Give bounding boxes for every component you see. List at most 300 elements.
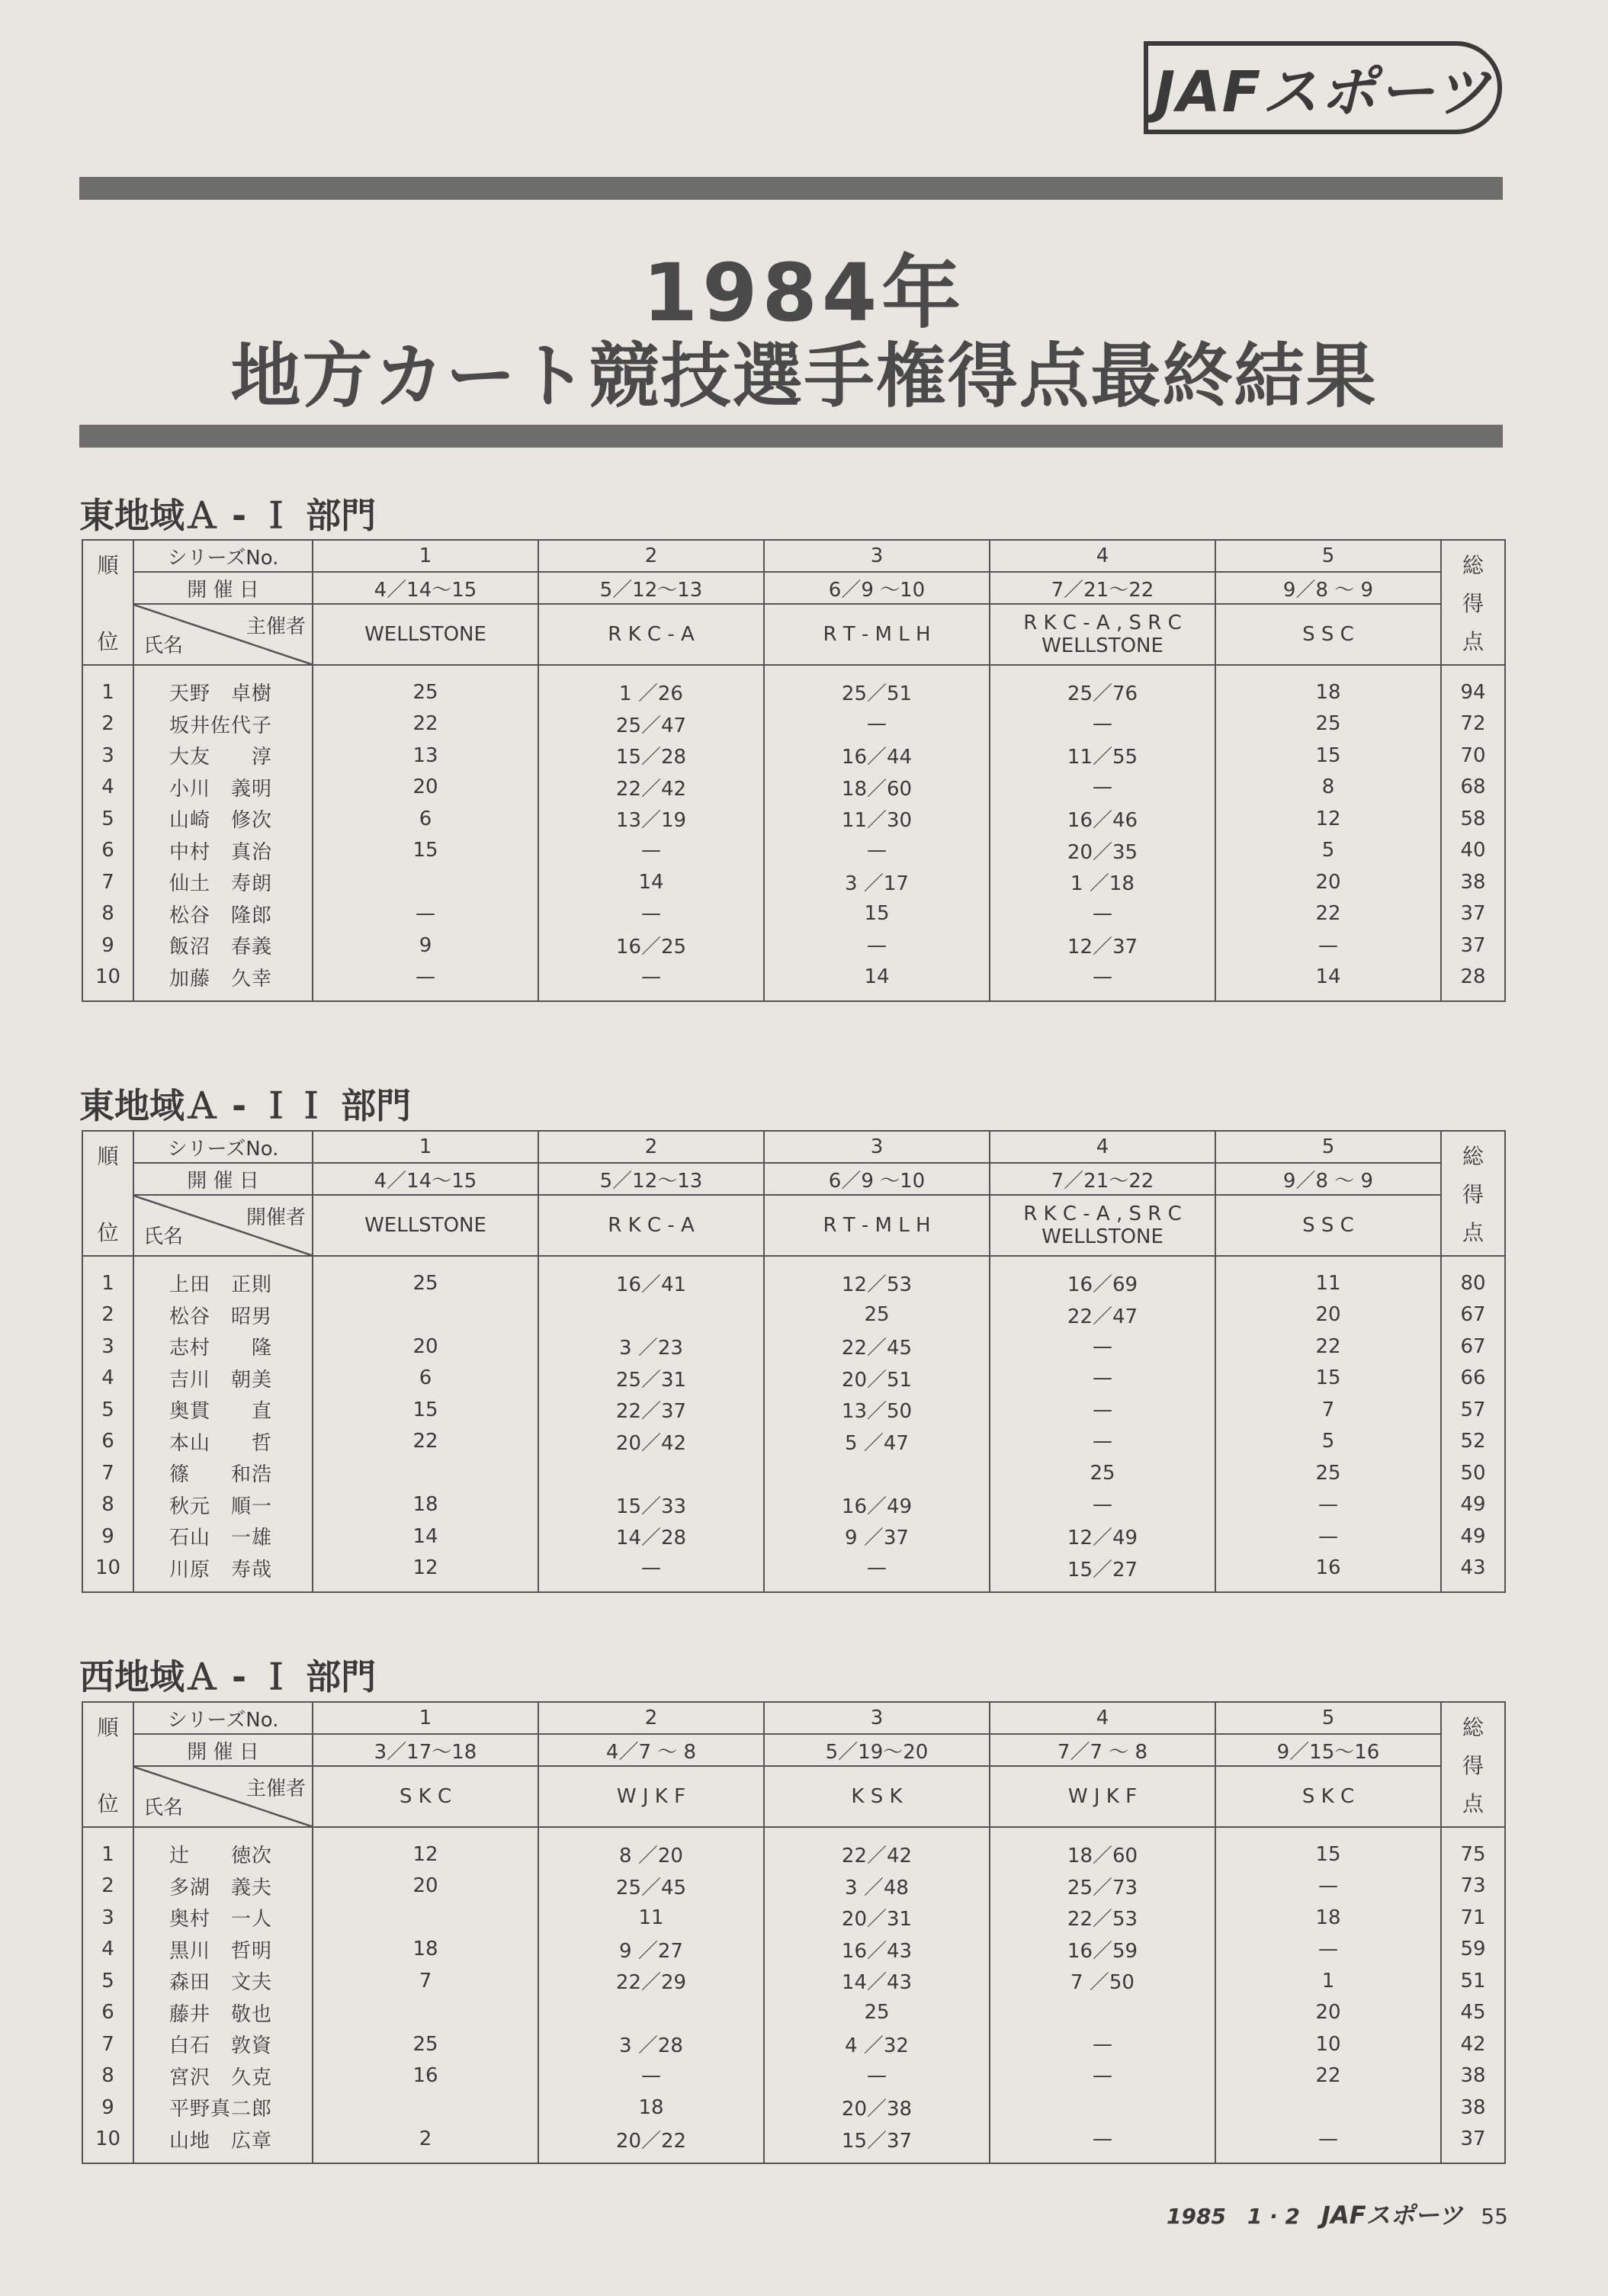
round-score: 22 bbox=[1215, 1331, 1441, 1363]
round-score: 20 bbox=[313, 772, 538, 804]
round-score: 11／30 bbox=[764, 803, 990, 835]
name-label: 氏名 bbox=[143, 1225, 184, 1248]
round-score: 22／45 bbox=[764, 1331, 990, 1363]
round-score: — bbox=[764, 930, 990, 962]
driver-name: 奥村 一人 bbox=[133, 1902, 313, 1934]
driver-name: 吉川 朝美 bbox=[133, 1363, 313, 1395]
rank-cell: 1 bbox=[82, 1827, 133, 1871]
table-row bbox=[82, 1426, 1505, 1458]
round-score: — bbox=[990, 1331, 1215, 1363]
round-score: — bbox=[1215, 930, 1441, 962]
round-date: 5／12～13 bbox=[538, 1163, 764, 1195]
round-score: — bbox=[990, 1489, 1215, 1521]
rank-cell: 3 bbox=[82, 1331, 133, 1363]
driver-name: 平野真二郎 bbox=[133, 2092, 313, 2124]
jaf-sports-logo: JAFスポーツ bbox=[1144, 41, 1502, 134]
driver-name: 森田 文夫 bbox=[133, 1965, 313, 1997]
round-score: 15／27 bbox=[990, 1553, 1215, 1593]
section-title-east-a2: 東地域Ａ - ＩＩ 部門 bbox=[79, 1085, 412, 1126]
rank-cell: 5 bbox=[82, 1965, 133, 1997]
table-row bbox=[82, 898, 1505, 930]
round-score: 22 bbox=[313, 708, 538, 740]
round-date: 7／21～22 bbox=[990, 572, 1215, 604]
round-number: 5 bbox=[1215, 1131, 1441, 1163]
organizer-label: 開催者 bbox=[246, 1206, 306, 1229]
rank-cell: 4 bbox=[82, 772, 133, 804]
round-organizer bbox=[990, 1766, 1215, 1827]
page-title-year: 1984年 bbox=[642, 246, 966, 339]
round-organizer bbox=[538, 604, 764, 665]
round-score bbox=[313, 866, 538, 898]
round-score: 5 ／47 bbox=[764, 1426, 990, 1458]
round-score: 3 ／48 bbox=[764, 1871, 990, 1903]
round-score: 1 ／18 bbox=[990, 866, 1215, 898]
round-date: 4／7 ～ 8 bbox=[538, 1734, 764, 1766]
rank-cell: 7 bbox=[82, 1457, 133, 1489]
rank-header-bottom: 位 bbox=[97, 629, 119, 654]
round-score bbox=[538, 1457, 764, 1489]
total-points: 75 bbox=[1441, 1827, 1505, 1871]
table-row bbox=[82, 740, 1505, 772]
total-header-char: 総 bbox=[1462, 1715, 1484, 1740]
round-score: — bbox=[990, 2124, 1215, 2164]
organizer-label: 主催者 bbox=[246, 615, 306, 638]
rank-header bbox=[82, 540, 133, 665]
round-score: 1 bbox=[1215, 1965, 1441, 1997]
round-score bbox=[313, 1457, 538, 1489]
round-score: 5 bbox=[1215, 835, 1441, 867]
round-organizer-text: R K C - A bbox=[608, 1214, 695, 1237]
rank-cell: 10 bbox=[82, 2124, 133, 2164]
round-organizer bbox=[1215, 604, 1441, 665]
driver-name: 小川 義明 bbox=[133, 772, 313, 804]
total-header-char: 点 bbox=[1462, 1791, 1484, 1816]
round-score: 15 bbox=[764, 898, 990, 930]
round-score: 25／31 bbox=[538, 1363, 764, 1395]
table-row bbox=[82, 708, 1505, 740]
round-score: 20／22 bbox=[538, 2124, 764, 2164]
driver-name: 飯沼 春義 bbox=[133, 930, 313, 962]
round-score: 3 ／28 bbox=[538, 2028, 764, 2060]
name-label: 氏名 bbox=[143, 634, 184, 657]
round-number: 2 bbox=[538, 540, 764, 572]
table-row bbox=[82, 866, 1505, 898]
rank-cell: 9 bbox=[82, 1520, 133, 1553]
round-score: 12 bbox=[1215, 803, 1441, 835]
round-score bbox=[313, 1902, 538, 1934]
round-score: 16／69 bbox=[990, 1256, 1215, 1299]
round-score: 25 bbox=[990, 1457, 1215, 1489]
round-score: 20／38 bbox=[764, 2092, 990, 2124]
round-organizer-text: R K C - A bbox=[608, 623, 695, 646]
total-points: 49 bbox=[1441, 1520, 1505, 1553]
round-number: 4 bbox=[990, 1131, 1215, 1163]
round-score: 15 bbox=[1215, 740, 1441, 772]
total-points: 45 bbox=[1441, 1997, 1505, 2029]
round-score: — bbox=[1215, 1934, 1441, 1966]
name-label: 氏名 bbox=[143, 1797, 184, 1819]
driver-name: 中村 真治 bbox=[133, 835, 313, 867]
total-points: 37 bbox=[1441, 930, 1505, 962]
round-score: 25 bbox=[313, 2028, 538, 2060]
total-points: 49 bbox=[1441, 1489, 1505, 1521]
round-score: 1 ／26 bbox=[538, 665, 764, 708]
round-score: 13／50 bbox=[764, 1394, 990, 1426]
total-points: 37 bbox=[1441, 898, 1505, 930]
round-organizer bbox=[764, 1195, 990, 1256]
page-title: 地方カート競技選手権得点最終結果 bbox=[230, 336, 1378, 417]
section-title-east-a1: 東地域Ａ - Ｉ 部門 bbox=[79, 495, 377, 536]
driver-name: 松谷 昭男 bbox=[133, 1299, 313, 1331]
total-points: 50 bbox=[1441, 1457, 1505, 1489]
round-score: 15 bbox=[313, 1394, 538, 1426]
round-score: 20 bbox=[1215, 1997, 1441, 2029]
round-date: 9／8 ～ 9 bbox=[1215, 1163, 1441, 1195]
round-date: 6／9 ～10 bbox=[764, 1163, 990, 1195]
rank-cell: 8 bbox=[82, 1489, 133, 1521]
round-organizer bbox=[538, 1766, 764, 1827]
round-score: 25 bbox=[764, 1997, 990, 2029]
round-organizer bbox=[538, 1195, 764, 1256]
round-score: 9 ／37 bbox=[764, 1520, 990, 1553]
round-score: 25 bbox=[1215, 708, 1441, 740]
rank-header-top: 順 bbox=[97, 553, 119, 578]
table-row bbox=[82, 1256, 1505, 1299]
table-row bbox=[82, 803, 1505, 835]
round-score: 16 bbox=[313, 2060, 538, 2092]
round-score: 12／53 bbox=[764, 1256, 990, 1299]
round-score: — bbox=[990, 2028, 1215, 2060]
round-score: 25 bbox=[1215, 1457, 1441, 1489]
section-title-west-a1: 西地域Ａ - Ｉ 部門 bbox=[79, 1656, 377, 1697]
round-score: 20／35 bbox=[990, 835, 1215, 867]
round-score: 11／55 bbox=[990, 740, 1215, 772]
round-score: 14 bbox=[313, 1520, 538, 1553]
round-score: 14 bbox=[764, 962, 990, 1002]
series-label: シリーズNo. bbox=[133, 1702, 313, 1734]
total-points: 37 bbox=[1441, 2124, 1505, 2164]
round-score: 22／42 bbox=[538, 772, 764, 804]
round-score: 7 bbox=[1215, 1394, 1441, 1426]
total-points: 70 bbox=[1441, 740, 1505, 772]
round-organizer-text: S S C bbox=[1302, 1214, 1354, 1237]
organizer-label: 主催者 bbox=[246, 1777, 306, 1800]
round-score: 20 bbox=[1215, 866, 1441, 898]
round-score: 5 bbox=[1215, 1426, 1441, 1458]
driver-name: 川原 寿哉 bbox=[133, 1553, 313, 1593]
driver-name: 上田 正則 bbox=[133, 1256, 313, 1299]
round-score: 22 bbox=[1215, 2060, 1441, 2092]
round-date: 3／17～18 bbox=[313, 1734, 538, 1766]
round-organizer-text: K S K bbox=[851, 1785, 903, 1808]
total-header-char: 点 bbox=[1462, 1220, 1484, 1245]
round-score: — bbox=[990, 1363, 1215, 1395]
results-table-west-a1 bbox=[82, 1701, 1506, 2164]
table-row bbox=[82, 1394, 1505, 1426]
round-score: 14 bbox=[538, 866, 764, 898]
title-bottom-bar bbox=[79, 425, 1503, 448]
rank-header-bottom: 位 bbox=[97, 1791, 119, 1816]
driver-name: 白石 敦資 bbox=[133, 2028, 313, 2060]
round-organizer bbox=[764, 604, 990, 665]
round-organizer-text: R K C - A , S R C WELLSTONE bbox=[1023, 612, 1182, 657]
round-score: 6 bbox=[313, 803, 538, 835]
footer-magazine: JAFスポーツ bbox=[1321, 2201, 1463, 2230]
round-organizer bbox=[313, 1766, 538, 1827]
table-row bbox=[82, 1934, 1505, 1966]
round-organizer-text: S K C bbox=[399, 1785, 452, 1808]
table-row bbox=[82, 665, 1505, 708]
round-score: 14 bbox=[1215, 962, 1441, 1002]
round-score: 15 bbox=[313, 835, 538, 867]
round-score: — bbox=[538, 2060, 764, 2092]
driver-name: 篠 和浩 bbox=[133, 1457, 313, 1489]
round-organizer-text: WELLSTONE bbox=[364, 1214, 486, 1237]
driver-name: 仙土 寿朗 bbox=[133, 866, 313, 898]
round-organizer bbox=[1215, 1766, 1441, 1827]
rank-cell: 7 bbox=[82, 2028, 133, 2060]
driver-name: 多湖 義夫 bbox=[133, 1871, 313, 1903]
round-score: — bbox=[764, 708, 990, 740]
round-score: 13／19 bbox=[538, 803, 764, 835]
total-points: 68 bbox=[1441, 772, 1505, 804]
round-score: 8 ／20 bbox=[538, 1827, 764, 1871]
round-score: 11 bbox=[538, 1902, 764, 1934]
round-score bbox=[313, 1299, 538, 1331]
round-score: 16／44 bbox=[764, 740, 990, 772]
page-number: 55 bbox=[1481, 2204, 1508, 2229]
date-label: 開 催 日 bbox=[133, 1734, 313, 1766]
round-number: 2 bbox=[538, 1131, 764, 1163]
title-top-bar bbox=[79, 177, 1503, 200]
round-score: — bbox=[764, 2060, 990, 2092]
round-score: 14／28 bbox=[538, 1520, 764, 1553]
rank-cell: 5 bbox=[82, 1394, 133, 1426]
round-score bbox=[1215, 2092, 1441, 2124]
round-organizer-text: R T - M L H bbox=[823, 1214, 931, 1237]
name-organizer-header bbox=[133, 1195, 313, 1256]
total-points: 67 bbox=[1441, 1331, 1505, 1363]
round-score: 16 bbox=[1215, 1553, 1441, 1593]
table-row bbox=[82, 1520, 1505, 1553]
rank-cell: 6 bbox=[82, 1426, 133, 1458]
driver-name: 松谷 隆郎 bbox=[133, 898, 313, 930]
rank-header bbox=[82, 1702, 133, 1827]
rank-cell: 9 bbox=[82, 2092, 133, 2124]
rank-header-top: 順 bbox=[97, 1144, 119, 1169]
driver-name: 石山 一雄 bbox=[133, 1520, 313, 1553]
total-header-char: 得 bbox=[1462, 1753, 1484, 1778]
series-label: シリーズNo. bbox=[133, 1131, 313, 1163]
round-score bbox=[313, 2092, 538, 2124]
round-score: 25／47 bbox=[538, 708, 764, 740]
round-score: 25／76 bbox=[990, 665, 1215, 708]
rank-cell: 10 bbox=[82, 962, 133, 1002]
round-score bbox=[538, 1299, 764, 1331]
round-score: 20 bbox=[313, 1871, 538, 1903]
round-number: 3 bbox=[764, 1702, 990, 1734]
driver-name: 本山 哲 bbox=[133, 1426, 313, 1458]
round-score: 4 ／32 bbox=[764, 2028, 990, 2060]
round-score: — bbox=[990, 962, 1215, 1002]
round-score: 7 ／50 bbox=[990, 1965, 1215, 1997]
driver-name: 辻 徳次 bbox=[133, 1827, 313, 1871]
round-score bbox=[313, 1997, 538, 2029]
round-score: 16／25 bbox=[538, 930, 764, 962]
round-score: 15 bbox=[1215, 1363, 1441, 1395]
round-score: 20／31 bbox=[764, 1902, 990, 1934]
total-header bbox=[1441, 1702, 1505, 1827]
round-score: 20 bbox=[1215, 1299, 1441, 1331]
driver-name: 大友 淳 bbox=[133, 740, 313, 772]
round-score: 15／28 bbox=[538, 740, 764, 772]
round-score: 18／60 bbox=[990, 1827, 1215, 1871]
round-score: 20／51 bbox=[764, 1363, 990, 1395]
round-score: 18／60 bbox=[764, 772, 990, 804]
round-organizer-text: R T - M L H bbox=[823, 623, 931, 646]
round-score: 22／37 bbox=[538, 1394, 764, 1426]
table-row bbox=[82, 1902, 1505, 1934]
footer-date: 1985 1 · 2 bbox=[1167, 2204, 1301, 2229]
round-score: 20／42 bbox=[538, 1426, 764, 1458]
rank-cell: 6 bbox=[82, 1997, 133, 2029]
rank-cell: 4 bbox=[82, 1934, 133, 1966]
round-score: 22 bbox=[313, 1426, 538, 1458]
round-score: 16／46 bbox=[990, 803, 1215, 835]
total-points: 80 bbox=[1441, 1256, 1505, 1299]
round-score: 6 bbox=[313, 1363, 538, 1395]
round-score: 25 bbox=[313, 1256, 538, 1299]
total-points: 94 bbox=[1441, 665, 1505, 708]
round-organizer-text: W J K F bbox=[1067, 1785, 1138, 1808]
round-score: 25／51 bbox=[764, 665, 990, 708]
round-score: 22 bbox=[1215, 898, 1441, 930]
round-score: 11 bbox=[1215, 1256, 1441, 1299]
round-score: 9 ／27 bbox=[538, 1934, 764, 1966]
round-score bbox=[764, 1457, 990, 1489]
results-table-east-a2 bbox=[82, 1130, 1506, 1593]
driver-name: 加藤 久幸 bbox=[133, 962, 313, 1002]
round-score: 10 bbox=[1215, 2028, 1441, 2060]
total-header bbox=[1441, 540, 1505, 665]
round-organizer-text: S K C bbox=[1301, 1785, 1355, 1808]
round-score: 25／73 bbox=[990, 1871, 1215, 1903]
table-row bbox=[82, 835, 1505, 867]
driver-name: 志村 隆 bbox=[133, 1331, 313, 1363]
rank-cell: 1 bbox=[82, 665, 133, 708]
rank-cell: 10 bbox=[82, 1553, 133, 1593]
round-date: 6／9 ～10 bbox=[764, 572, 990, 604]
total-points: 59 bbox=[1441, 1934, 1505, 1966]
round-score: — bbox=[990, 898, 1215, 930]
round-score: — bbox=[990, 1426, 1215, 1458]
total-header-char: 得 bbox=[1462, 591, 1484, 616]
round-number: 1 bbox=[313, 1702, 538, 1734]
driver-name: 坂井佐代子 bbox=[133, 708, 313, 740]
total-points: 28 bbox=[1441, 962, 1505, 1002]
round-number: 2 bbox=[538, 1702, 764, 1734]
rank-cell: 3 bbox=[82, 740, 133, 772]
round-score bbox=[990, 1997, 1215, 2029]
table-row bbox=[82, 1363, 1505, 1395]
total-points: 67 bbox=[1441, 1299, 1505, 1331]
round-score: 12／37 bbox=[990, 930, 1215, 962]
round-date: 4／14～15 bbox=[313, 572, 538, 604]
total-header-char: 得 bbox=[1462, 1182, 1484, 1207]
round-organizer bbox=[313, 1195, 538, 1256]
round-score: 3 ／17 bbox=[764, 866, 990, 898]
total-header-char: 総 bbox=[1462, 1144, 1484, 1169]
total-points: 38 bbox=[1441, 2060, 1505, 2092]
rank-cell: 8 bbox=[82, 2060, 133, 2092]
round-score: 12／49 bbox=[990, 1520, 1215, 1553]
round-date: 5／19～20 bbox=[764, 1734, 990, 1766]
round-score: 2 bbox=[313, 2124, 538, 2164]
round-score: — bbox=[1215, 2124, 1441, 2164]
driver-name: 黒川 哲明 bbox=[133, 1934, 313, 1966]
round-organizer bbox=[990, 604, 1215, 665]
round-score bbox=[538, 1997, 764, 2029]
round-score: — bbox=[313, 962, 538, 1002]
table-row bbox=[82, 1299, 1505, 1331]
round-score: — bbox=[990, 1394, 1215, 1426]
round-date: 7／7 ～ 8 bbox=[990, 1734, 1215, 1766]
round-number: 3 bbox=[764, 1131, 990, 1163]
round-date: 9／15～16 bbox=[1215, 1734, 1441, 1766]
total-points: 57 bbox=[1441, 1394, 1505, 1426]
round-score: 13 bbox=[313, 740, 538, 772]
driver-name: 山地 広章 bbox=[133, 2124, 313, 2164]
round-score: 25／45 bbox=[538, 1871, 764, 1903]
round-score: 16／41 bbox=[538, 1256, 764, 1299]
round-organizer-text: R K C - A , S R C WELLSTONE bbox=[1023, 1203, 1182, 1248]
table-row bbox=[82, 1871, 1505, 1903]
round-score: — bbox=[990, 708, 1215, 740]
round-score: — bbox=[1215, 1871, 1441, 1903]
round-score: — bbox=[538, 962, 764, 1002]
table-row bbox=[82, 2028, 1505, 2060]
table-row bbox=[82, 1331, 1505, 1363]
rank-cell: 2 bbox=[82, 1299, 133, 1331]
driver-name: 秋元 順一 bbox=[133, 1489, 313, 1521]
total-header-char: 総 bbox=[1462, 553, 1484, 578]
round-score: 15 bbox=[1215, 1827, 1441, 1871]
table-row bbox=[82, 772, 1505, 804]
round-score: 18 bbox=[313, 1489, 538, 1521]
round-score: — bbox=[1215, 1489, 1441, 1521]
total-points: 43 bbox=[1441, 1553, 1505, 1593]
table-row bbox=[82, 962, 1505, 1002]
round-score bbox=[990, 2092, 1215, 2124]
total-points: 52 bbox=[1441, 1426, 1505, 1458]
round-score: 25 bbox=[764, 1299, 990, 1331]
round-score: 12 bbox=[313, 1827, 538, 1871]
table-row bbox=[82, 1457, 1505, 1489]
round-number: 4 bbox=[990, 540, 1215, 572]
round-number: 3 bbox=[764, 540, 990, 572]
round-score: 25 bbox=[313, 665, 538, 708]
rank-cell: 2 bbox=[82, 708, 133, 740]
rank-cell: 8 bbox=[82, 898, 133, 930]
round-score: 22／47 bbox=[990, 1299, 1215, 1331]
round-score: 22／42 bbox=[764, 1827, 990, 1871]
total-points: 38 bbox=[1441, 866, 1505, 898]
driver-name: 天野 卓樹 bbox=[133, 665, 313, 708]
round-score: — bbox=[538, 898, 764, 930]
round-score: 18 bbox=[313, 1934, 538, 1966]
table-row bbox=[82, 2060, 1505, 2092]
rank-cell: 1 bbox=[82, 1256, 133, 1299]
